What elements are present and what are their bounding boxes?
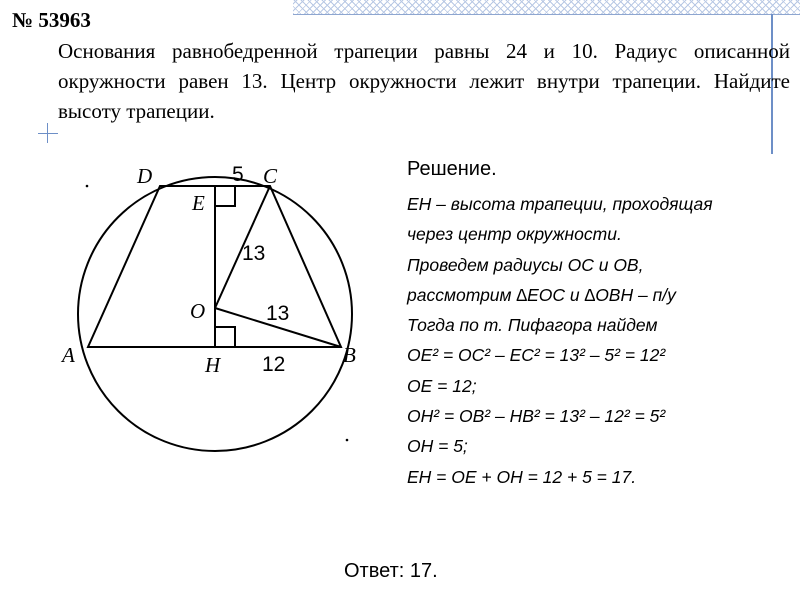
dot-mark [86,185,89,188]
label-o: O [190,299,206,323]
solution-line: OH = 5; [407,436,468,457]
solution-block [407,155,797,492]
label-hb-length: 12 [262,353,286,376]
label-d: D [137,164,153,188]
solution-line: OE² = OC² – EC² = 13² – 5² = 12² [407,345,666,366]
solution-line: рассмотрим ∆EOC и ∆OBH – п/у [407,284,676,305]
label-a: A [62,343,75,367]
right-angle-mark-e [215,186,235,206]
solution-line: EH = OE + OH = 12 + 5 = 17. [407,466,637,487]
right-angle-mark-h [215,327,235,347]
label-ec-length: 5 [232,163,244,186]
dot-mark [346,439,349,442]
label-ob-length: 13 [266,302,290,325]
solution-line: OH² = OB² – HB² = 13² – 12² = 5² [407,406,666,427]
solution-line: EH – высота трапеции, проходящая [407,194,713,214]
solution-line: Проведем радиусы OC и OB, [407,254,644,275]
solution-title: Решение. [407,158,497,180]
problem-number: № 53963 [12,8,91,32]
label-b: B [343,343,356,367]
decorative-crosshair-v [47,123,48,143]
label-c: C [263,164,278,188]
decorative-crosshair-h [38,133,58,134]
label-e: E [192,191,205,215]
solution-line: OE = 12; [407,375,477,396]
solution-line: через центр окружности. [407,224,622,245]
label-h: H [205,353,221,377]
geometry-figure [0,150,400,470]
answer: Ответ: 17. [344,560,438,582]
solution-line: Тогда по т. Пифагора найдем [407,315,658,336]
label-oc-length: 13 [242,242,266,265]
header-pattern [293,0,800,15]
problem-statement: Основания равнобедренной трапеции равны 24 и 10. Радиус описанной окружности равен 13. Центр окружности лежит внутри трапеции. Найдите высоту трапеции. [58,39,790,123]
